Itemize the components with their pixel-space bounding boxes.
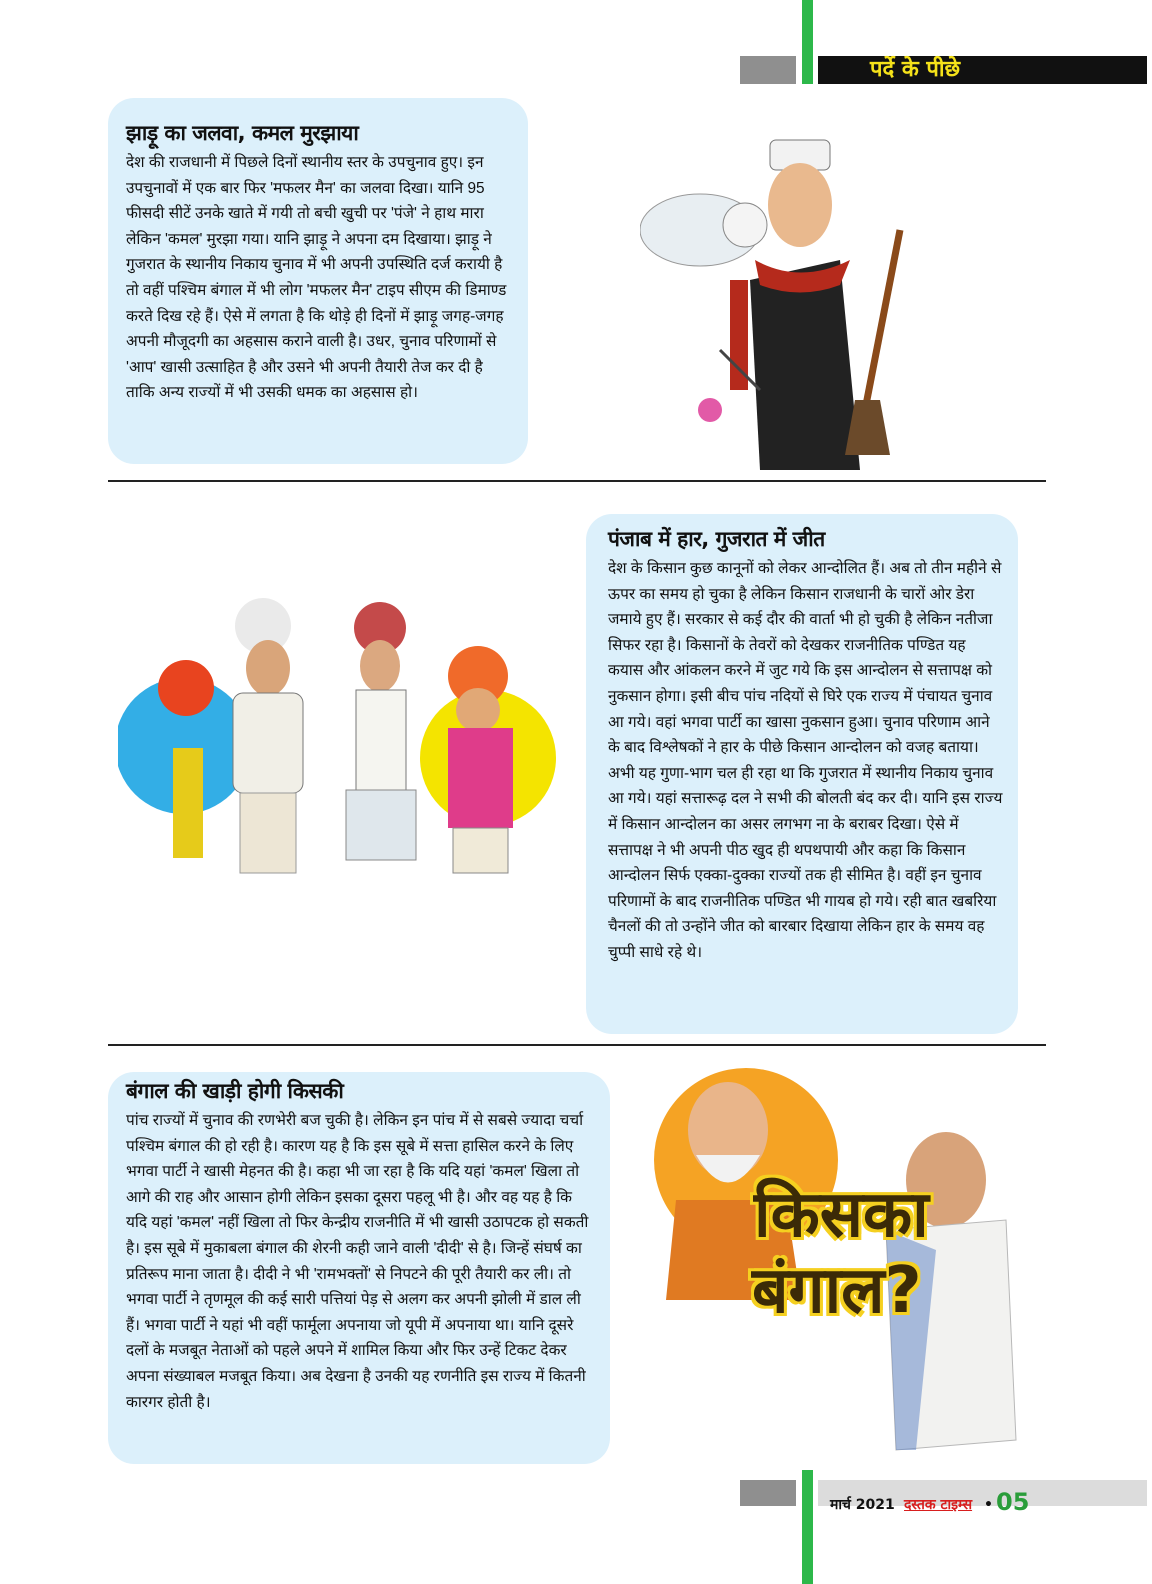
footer-date: मार्च 2021 — [830, 1497, 895, 1513]
article-1 — [108, 98, 528, 464]
green-vertical-bar-top — [802, 0, 813, 84]
divider-2 — [108, 1044, 1046, 1046]
illustration-bengal — [636, 1060, 1032, 1464]
page-number: 05 — [996, 1488, 1030, 1516]
article-2-body: देश के किसान कुछ कानूनों को लेकर आन्दोलित हैं। अब तो तीन महीने से ऊपर का समय हो चुका है लेकिन किसान राजधानी के चारों ओर डेरा जमाये हुए हैं। सरकार से कई दौर की वार्ता भी हो चुकी है लेकिन नतीजा सिफर रहा है। किसानों के तेवरों को देखकर राजनीतिक पण्डित यह कयास और आंकलन करने में जुट गये कि इस आन्दोलन से सत्तापक्ष को नुकसान होगा। इसी बीच पांच नदियों से घिरे एक राज्य में पंचायत चुनाव आ गये। वहां भगवा पार्टी का खासा नुकसान हुआ। चुनाव परिणाम आने के बाद विश्लेषकों ने हार के पीछे किसान आन्दोलन को वजह बताया। अभी यह गुणा-भाग चल ही रहा था कि गुजरात में स्थानीय निकाय चुनाव आ गये। यहां सत्तारूढ़ दल ने सभी की बोलती बंद कर दी। यानि इस राज्य में किसान आन्दोलन का असर लगभग ना के बराबर दिखा। ऐसे में सत्तापक्ष ने भी अपनी पीठ खुद ही थपथपायी और कहा कि किसान आन्दोलन सिर्फ एक्का-दुक्का राज्यों तक ही सीमित है। वहीं इन चुनाव परिणामों के बाद राजनीतिक पण्डित भी गायब हो गये। रही बात खबरिया चैनलों की तो उन्होंने जीत को बारबार दिखाया लेकिन हार के समय वह चुप्पी साधे रहे थे। — [608, 560, 1003, 961]
divider-1 — [108, 480, 1046, 482]
article-2-title: पंजाब में हार, गुजरात में जीत — [608, 527, 825, 551]
article-3-title: बंगाल की खाड़ी होगी किसकी — [126, 1079, 344, 1103]
footer-bullet: • — [984, 1497, 993, 1513]
article-3-body: पांच राज्यों में चुनाव की रणभेरी बज चुकी है। लेकिन इन पांच में से सबसे ज्यादा चर्चा पश्चिम बंगाल की हो रही है। कारण यह है कि इस सूबे में सत्ता हासिल करने के लिए भगवा पार्टी ने खासी मेहनत की है। कहा भी जा रहा है कि यदि यहां 'कमल' खिला तो आगे की राह और आसान होगी लेकिन इसका दूसरा पहलू भी है। और वह यह है कि यदि यहां 'कमल' नहीं खिला तो फिर केन्द्रीय राजनीति में भी खासी उठापटक हो सकती है। इस सूबे में मुकाबला बंगाल की शेरनी कही जाने वाली 'दीदी' से है। जिन्हें संघर्ष का प्रतिरूप माना जाता है। दीदी ने भी 'रामभक्तों' से निपटने की पूरी तैयारी कर ली। तो भगवा पार्टी ने तृणमूल की कई सारी पत्तियां पेड़ से अलग कर अपनी झोली में डाल ली हैं। भगवा पार्टी ने यहां भी वहीं फार्मूला अपनाया जो यूपी में अपनाया था। यानि दूसरे दलों के मजबूत नेताओं को पहले अपने में शामिल किया और फिर उन्हें टिकट देकर अपना संख्याबल मजबूत किया। अब देखना है उनकी यह रणनीति इस राज्य में कितनी कारगर होती है। — [126, 1112, 589, 1411]
gray-block-header — [740, 56, 796, 84]
footer-magazine-logo: दस्तक टाइम्स — [904, 1497, 973, 1513]
green-vertical-bar-bottom — [802, 1470, 813, 1584]
article-2 — [586, 514, 1018, 1034]
article-3 — [108, 1072, 610, 1464]
bengal-text-line2: बंगाल? — [752, 1254, 922, 1328]
article-1-title: झाड़ू का जलवा, कमल मुरझाया — [126, 121, 359, 145]
gray-block-footer — [740, 1480, 796, 1506]
article-1-body: देश की राजधानी में पिछले दिनों स्थानीय स्तर के उपचुनाव हुए। इन उपचुनावों में एक बार फिर 'मफलर मैन' का जलवा दिखा। यानि 95 फीसदी सीटें उनके खाते में गयी तो बची खुची पर 'पंजे' ने हाथ मारा लेकिन 'कमल' मुरझा गया। यानि झाड़ू ने अपना दम दिखाया। झाड़ू ने गुजरात के स्थानीय निकाय चुनाव में भी अपनी उपस्थिति दर्ज करायी है तो वहीं पश्चिम बंगाल में भी लोग 'मफलर मैन' टाइप सीएम की डिमाण्ड करते दिख रहे हैं। ऐसे में लगता है कि थोड़े ही दिनों में झाड़ू जगह-जगह अपनी मौजूदगी का अहसास कराने वाली है। उधर, चुनाव परिणामों से 'आप' खासी उत्साहित है और उसने भी अपनी तैयारी तेज कर दी है ताकि अन्य राज्यों में भी उसकी धमक का अहसास हो। — [126, 154, 507, 402]
section-title: पर्दे के पीछे — [818, 56, 1147, 84]
bengal-text-line1: किसका — [754, 1178, 929, 1252]
illustration-farmers — [118, 598, 558, 898]
illustration-broom-caricature — [640, 110, 940, 480]
